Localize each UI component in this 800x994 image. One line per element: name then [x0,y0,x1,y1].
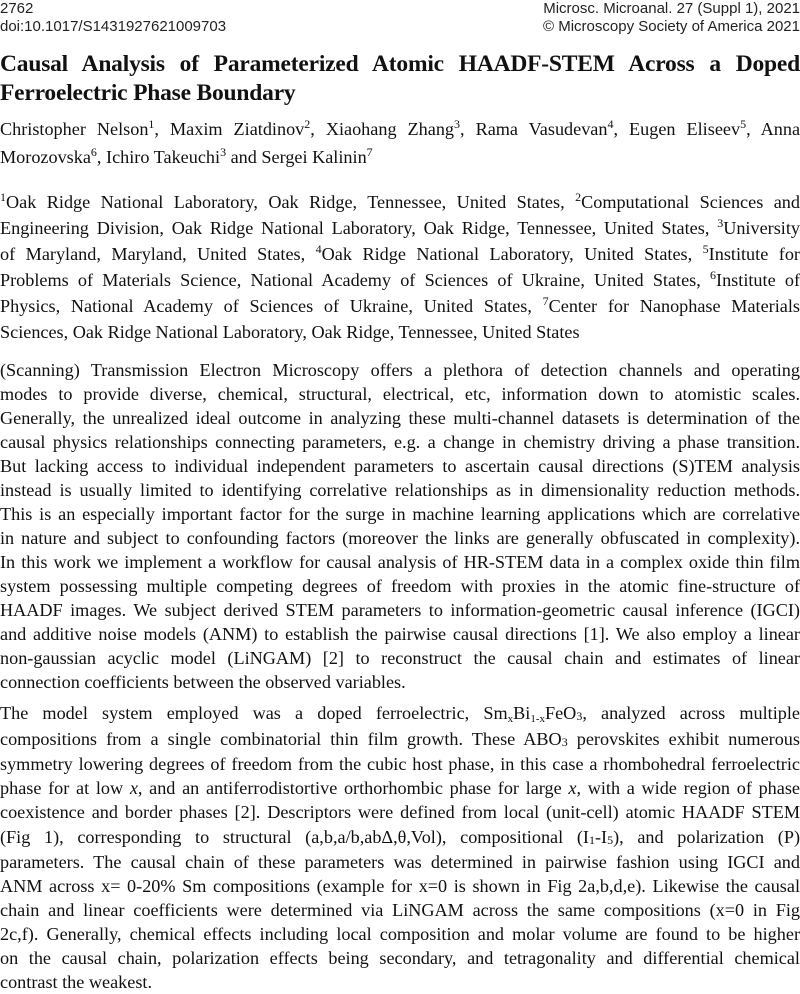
author-name: Rama Vasudevan [475,119,608,139]
abstract-paragraph-1 [0,358,800,694]
text-run: FeO [544,703,577,723]
affiliation-text: Problems of Materials Science, National Academy of Sciences of Ukraine, United States, [0,270,711,290]
paragraph-line: on the causal chain, polarization effects being secondary, and tetragonality and differential chemical [0,948,800,968]
author-affiliation-mark: 3 [220,145,227,159]
affiliation-line: Sciences, Oak Ridge National Laboratory, Oak Ridge, Tennessee, United States [0,322,580,342]
paragraph-line: parameters. The causal chain of these parameters was determined in pairwise fashion using IGCI and [0,852,800,872]
affiliation-text: Engineering Division, Oak Ridge National Laboratory, Oak Ridge, Tennessee, United States, [0,218,718,238]
header-right [543,0,800,36]
author-affiliation-mark: 7 [366,145,373,159]
paragraph-line: system possessing multiple competing degrees of freedom with proxies in the atomic fine-structure of [0,576,800,596]
title-line-2: Ferroelectric Phase Boundary [0,80,296,106]
page-number: 2762 [0,0,34,17]
author-affiliation-mark: 4 [607,117,614,131]
affiliation-text: Oak Ridge National Laboratory, Oak Ridge, Tennessee, United States, [6,192,576,212]
affiliation-text: Institute for [708,244,800,264]
affiliation-text: Computational Sciences and [581,192,800,212]
affiliation-line [0,293,800,319]
affiliation-number: 7 [542,294,549,308]
subscript: x [507,713,514,725]
doi-text: doi:10.1017/S1431927621009703 [0,18,227,35]
affiliation-number: 3 [717,216,724,230]
paragraph-line: Generally, the unrealized ideal outcome in analyzing these multi-channel datasets is determination of the [0,408,800,428]
text-run: compositions from a single combinatorial thin film growth. These ABO [0,729,562,749]
paragraph-line: contrast the weakest. [0,972,153,992]
author-name: Xiaohang Zhang [325,119,455,139]
author-affiliation-mark: 1 [148,117,155,131]
italic-variable: x [568,778,577,798]
affiliation-number: 2 [575,190,582,204]
author-name: Maxim Ziatdinov [169,119,305,139]
author-affiliation-mark: 3 [454,117,461,131]
affiliation-number: 6 [710,268,717,282]
paragraph-line: symmetry lowering degrees of freedom from the cubic host phase, in this case a rhombohedral ferroelectric [0,754,800,774]
paragraph-line: 2c,f). Generally, chemical effects including local composition and molar volume are found to be higher [0,924,800,944]
affiliation-number: 4 [315,242,322,256]
subscript: 1-x [530,713,545,725]
subscript: 5 [607,833,614,847]
paragraph-line: But lacking access to individual independent parameters to ascertain causal directions (S)TEM analysis [0,456,800,476]
paragraph-line [0,700,800,726]
paragraph-line: causal physics relationships connecting parameters, e.g. a change in chemistry driving a phase transition. [0,432,800,452]
affiliation-line [0,241,800,267]
abstract-paragraph-2 [0,700,800,994]
affiliation-text: of Maryland, Maryland, United States, [0,244,316,264]
paragraph-line: in nature and subject to confounding factors (moreover the links are generally obfuscated in complexity). [0,528,800,548]
paragraph-line: ANM across x= 0-20% Sm compositions (example for x=0 is shown in Fig 2a,b,d,e). Likewise the causal [0,876,800,896]
subscript: 3 [561,735,568,749]
affiliation-number: 5 [702,242,709,256]
text-run: Bi [513,703,531,723]
subscript: 3 [576,709,583,723]
paragraph-line: non-gaussian acyclic model (LiNGAM) [2] to reconstruct the causal chain and estimates of linear [0,648,800,668]
text-run: -I [594,827,608,847]
affiliation-text: Center for Nanophase Materials [548,296,800,316]
text-run: ), and polarization (P) [613,827,800,847]
author-name: Eugen Eliseev [629,119,741,139]
paragraph-line: and additive noise models (ANM) to establish the pairwise causal directions [1]. We also employ a linear [0,624,800,644]
paragraph-line: modes to provide diverse, chemical, structural, electrical, etc, information down to atomistic scales. [0,384,800,404]
author-list [0,117,800,169]
paragraph-line: HAADF images. We subject derived STEM parameters to information-geometric causal inference (IGCI) [0,600,800,620]
paragraph-line: coexistence and border phases [2]. Descriptors were defined from local (unit-cell) atomic HAADF STEM [0,802,800,822]
paper-title [0,50,800,108]
author-name: Sergei Kalinin [261,147,367,167]
paragraph-line: (Scanning) Transmission Electron Microscopy offers a plethora of detection channels and operating [0,360,800,380]
author-name-part: Anna [760,119,800,139]
affiliation-text: University [723,218,800,238]
author-name-part: Morozovska [0,147,91,167]
paragraph-line [0,776,800,800]
author-affiliation-mark: 5 [740,117,747,131]
italic-variable: x [129,778,138,798]
author-line-1: Christopher Nelson$^1$, Maxim Ziatdinov$^2$, Xiaohang Zhang$^3$, Rama Vasudevan$^4$, Eugen Eliseev$^5$, Anna [0,117,800,139]
author-line-2: Morozovska$^6$, Ichiro Takeuchi$^3$ and Sergei Kalinin$^7$ [0,145,373,167]
paragraph-line: This is an especially important factor for the surge in machine learning applications which are correlative [0,504,800,524]
text-run: , and an antiferrodistortive orthorhombic phase for large [137,778,569,798]
affiliations [0,189,800,345]
affiliation-text: Physics, National Academy of Sciences of Ukraine, United States, [0,296,543,316]
author-affiliation-mark: 2 [304,117,311,131]
text-run: phase for at low [0,778,130,798]
paragraph-line [0,726,800,752]
paragraph-line: chain and linear coefficients were determined via LiNGAM across the same compositions (x=0 in Fig [0,900,800,920]
paragraph-line: connection coefficients between the observed variables. [0,672,406,692]
copyright-notice: © Microscopy Society of America 2021 [543,18,800,35]
journal-citation: Microsc. Microanal. 27 (Suppl 1), 2021 [543,0,800,17]
affiliation-text: Oak Ridge National Laboratory, United States, [321,244,703,264]
affiliation-number: 1 [0,190,6,204]
text-run: (Fig 1), corresponding to structural (a,b,a/b,abΔ,θ,Vol), compositional (I [0,827,589,847]
author-name: Christopher Nelson [0,119,149,139]
paragraph-line [0,824,800,850]
text-run: , with a wide region of phase [576,778,800,798]
subscript: 1 [588,833,595,847]
author-affiliation-mark: 6 [90,145,97,159]
affiliation-line [0,189,800,215]
paragraph-line: In this work we implement a workflow for causal analysis of HR-STEM data in a complex oxide thin film [0,552,800,572]
paragraph-line: instead is usually limited to identifying correlative relationships as in dimensionality reduction methods. [0,480,800,500]
title-line-1: Causal Analysis of Parameterized Atomic HAADF-STEM Across a Doped [0,51,800,77]
affiliation-line [0,267,800,293]
text-run: , analyzed across multiple [582,703,800,723]
header-left [0,0,226,36]
text-run: The model system employed was a doped ferroelectric, Sm [0,703,508,723]
author-name: Ichiro Takeuchi [106,147,221,167]
affiliation-line [0,215,800,241]
text-run: perovskites exhibit numerous [567,729,800,749]
affiliation-text: Institute of [716,270,800,290]
